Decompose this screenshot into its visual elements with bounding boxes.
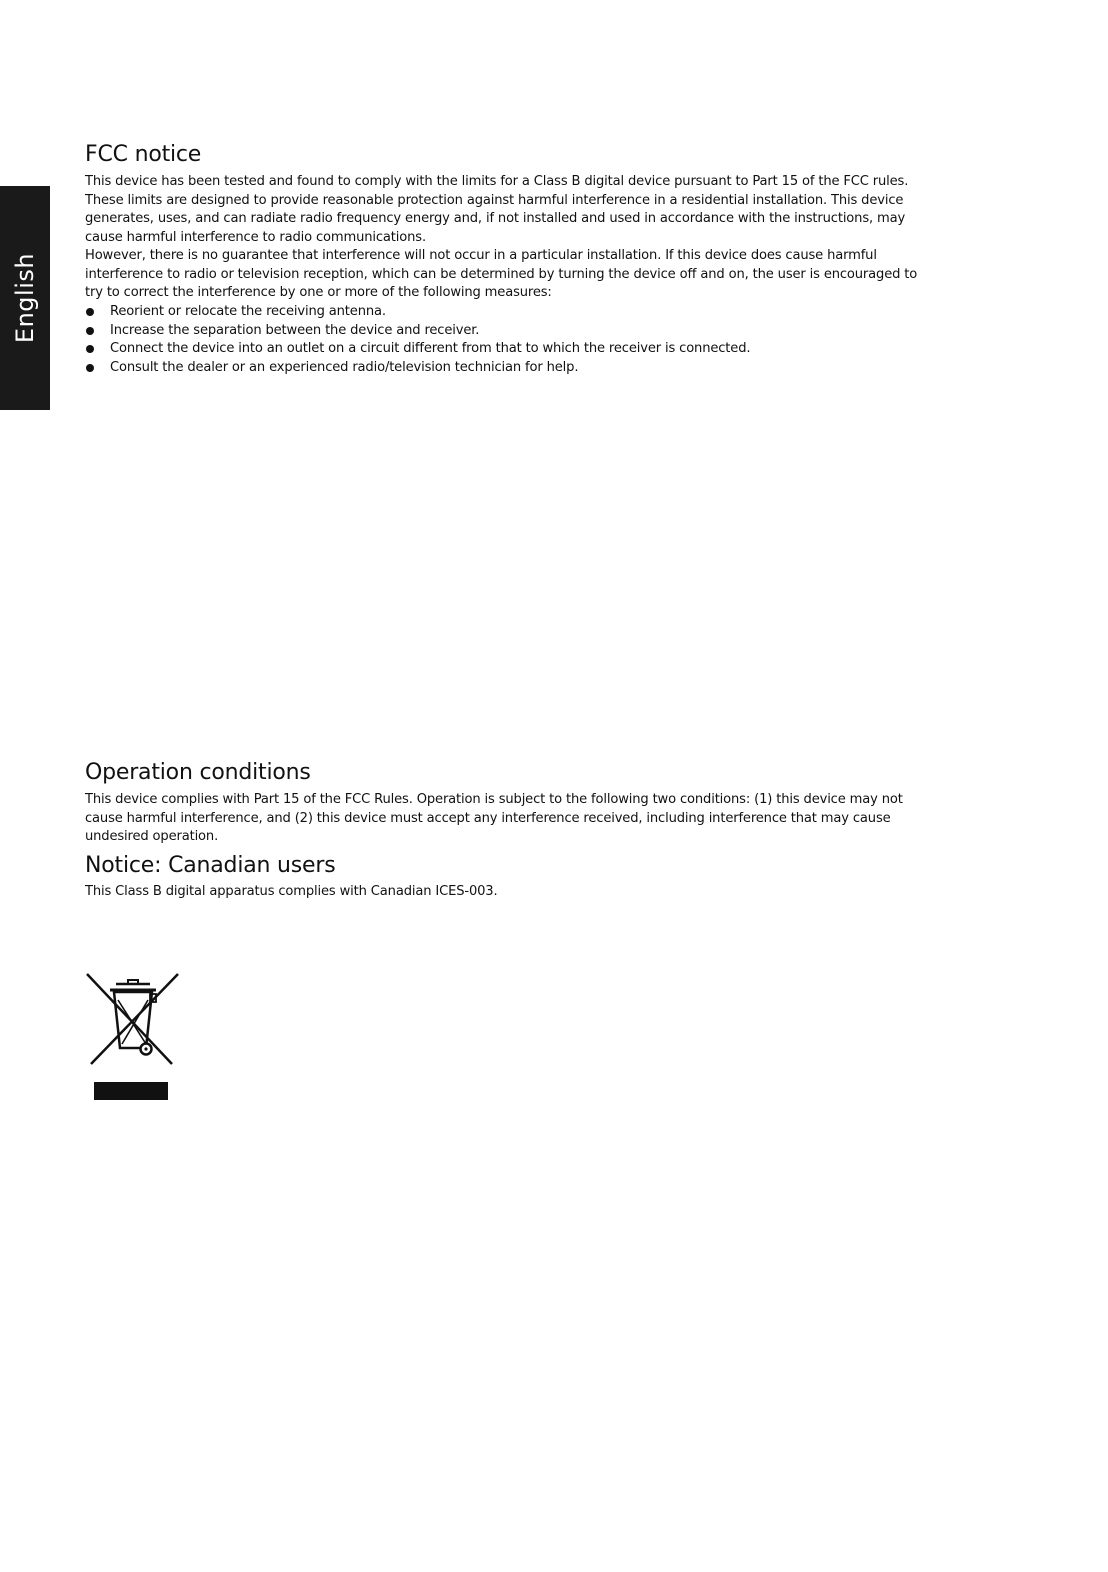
canadian-notice-line: This Class B digital apparatus complies with Canadian ICES-003. (85, 884, 498, 899)
list-item (85, 303, 750, 322)
bullet-icon (86, 345, 94, 353)
bullet-icon (86, 327, 94, 335)
fcc-notice-title: FCC notice (85, 142, 202, 167)
list-item (85, 340, 750, 359)
measure-text: Consult the dealer or an experienced radio/television technician for help. (110, 359, 579, 375)
measure-text: Connect the device into an outlet on a circuit different from that to which the receiver is connected. (110, 341, 751, 356)
fcc-paragraph-1-line: cause harmful interference to radio communications. (85, 229, 426, 245)
fcc-paragraph-2-line: try to correct the interference by one or more of the following measures: (85, 285, 552, 300)
bullet-icon (86, 308, 94, 316)
operation-conditions-line: undesired operation. (85, 829, 219, 844)
language-tab-label: English (11, 252, 39, 344)
crossed-out-wheelie-bin-icon (84, 970, 180, 1102)
operation-conditions-title: Operation conditions (85, 760, 311, 785)
fcc-paragraph-1-line: This device has been tested and found to comply with the limits for a Class B digital device pursuant to Part 15 of the FCC rules. (85, 174, 909, 189)
language-tab (0, 186, 50, 410)
operation-conditions-paragraph (85, 791, 1045, 847)
fcc-paragraph-2-line: However, there is no guarantee that interference will not occur in a particular installation. If this device does cause harmful (85, 248, 877, 263)
fcc-notice-paragraph-2 (85, 247, 1045, 303)
canadian-notice-title: Notice: Canadian users (85, 853, 336, 878)
bullet-icon (86, 364, 94, 372)
canadian-notice-text (85, 883, 1045, 902)
fcc-paragraph-2-line: interference to radio or television reception, which can be determined by turning the device off and on, the user is encouraged to (85, 266, 918, 282)
list-item (85, 322, 750, 341)
operation-conditions-line: cause harmful interference, and (2) this device must accept any interference received, including interference that may cause (85, 810, 891, 826)
fcc-measures-list (85, 303, 750, 377)
fcc-paragraph-1-line: generates, uses, and can radiate radio frequency energy and, if not installed and used in accordance with the instructions, may (85, 211, 906, 226)
fcc-notice-paragraph-1 (85, 173, 1045, 247)
list-item (85, 359, 750, 378)
measure-text: Increase the separation between the device and receiver. (110, 322, 480, 338)
operation-conditions-line: This device complies with Part 15 of the FCC Rules. Operation is subject to the following two conditions: (1) this device may not (85, 792, 903, 807)
fcc-paragraph-1-line: These limits are designed to provide reasonable protection against harmful interference in a residential installation. This device (85, 192, 904, 208)
measure-text: Reorient or relocate the receiving antenna. (110, 304, 386, 319)
